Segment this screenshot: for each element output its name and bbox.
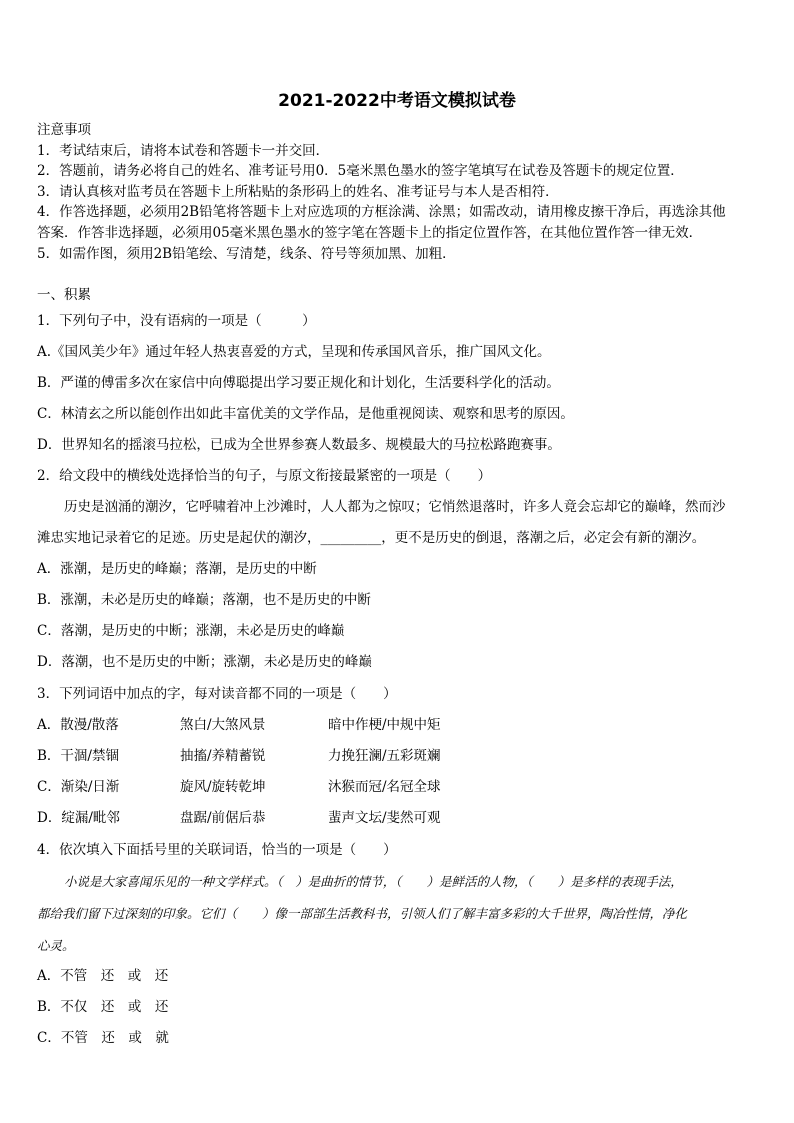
q3-c-col-3: 沐猴而冠/名冠全球 xyxy=(328,779,441,795)
q3-c-col-1: C．渐染/日渐 xyxy=(37,779,120,795)
notice-item-5: 5．如需作图，须用2B铅笔绘、写清楚，线条、符号等须加黑、加粗． xyxy=(37,246,456,262)
q3-a-col-3: 暗中作梗/中规中矩 xyxy=(328,717,441,733)
notice-heading: 注意事项 xyxy=(37,122,91,138)
section-heading: 一、积累 xyxy=(37,287,91,303)
q3-a-col-2: 煞白/大煞风景 xyxy=(180,717,266,733)
notice-item-1: 1．考试结束后，请将本试卷和答题卡一并交回． xyxy=(37,143,330,159)
notice-item-4: 4．作答选择题，必须用2B铅笔将答题卡上对应选项的方框涂满、涂黑；如需改动，请用橡皮擦干净后，再选涂其他 xyxy=(37,204,726,220)
q4-option-a: A．不管 还 或 还 xyxy=(37,968,169,984)
q2-passage-line-2: 滩忠实地记录着它的足迹。历史是起伏的潮汐，_________，更不是历史的倒退，落潮之后，必定会有新的潮汐。 xyxy=(37,530,706,546)
notice-item-3: 3．请认真核对监考员在答题卡上所粘贴的条形码上的姓名、准考证号与本人是否相符． xyxy=(37,184,559,200)
q4-passage-line-2: 都给我们留下过深刻的印象。它们（ ）像一部部生活教科书，引领人们了解丰富多彩的大千世界，陶冶性情，净化 xyxy=(37,906,688,921)
q1-option-c: C．林清玄之所以能创作出如此丰富优美的文学作品，是他重视阅读、观察和思考的原因。 xyxy=(37,406,574,422)
q4-option-b: B．不仅 还 或 还 xyxy=(37,999,169,1015)
q2-option-b: B．涨潮，未必是历史的峰巅；落潮，也不是历史的中断 xyxy=(37,592,371,608)
q3-c-col-2: 旋风/旋转乾坤 xyxy=(180,779,266,795)
q3-a-col-1: A．散漫/散落 xyxy=(37,717,119,733)
page-title: 2021-2022中考语文模拟试卷 xyxy=(278,91,516,111)
q1-option-a: A.《国风美少年》通过年轻人热衷喜爱的方式，呈现和传承国风音乐，推广国风文化。 xyxy=(37,344,551,360)
q3-b-col-1: B．干涸/禁锢 xyxy=(37,748,119,764)
q3-stem: 3．下列词语中加点的字，每对读音都不同的一项是（ ） xyxy=(37,686,397,702)
q4-stem: 4．依次填入下面括号里的关联词语，恰当的一项是（ ） xyxy=(37,842,397,858)
q3-d-col-2: 盘踞/前倨后恭 xyxy=(180,810,266,826)
q2-passage-line-1: 历史是汹涌的潮汐，它呼啸着冲上沙滩时，人人都为之惊叹；它悄然退落时，许多人竟会忘却它的巅峰，然而沙 xyxy=(64,499,726,515)
q3-b-col-3: 力挽狂澜/五彩斑斓 xyxy=(328,748,441,764)
notice-item-2: 2．答题前，请务必将自己的姓名、准考证号用0．5毫米黑色墨水的签字笔填写在试卷及答题卡的规定位置． xyxy=(37,163,684,179)
q2-stem: 2．给文段中的横线处选择恰当的句子，与原文衔接最紧密的一项是（ ） xyxy=(37,468,492,484)
q4-passage-line-1: 小说是大家喜闻乐见的一种文学样式。（ ）是曲折的情节，（ ）是鲜活的人物，（ ）是多样的表现手法， xyxy=(64,874,683,889)
q3-d-col-1: D．绽漏/毗邻 xyxy=(37,810,120,826)
q2-option-c: C．落潮，是历史的中断；涨潮，未必是历史的峰巅 xyxy=(37,623,345,639)
q4-option-c: C．不管 还 或 就 xyxy=(37,1030,169,1046)
q2-option-d: D．落潮，也不是历史的中断；涨潮，未必是历史的峰巅 xyxy=(37,654,372,670)
q1-option-d: D．世界知名的摇滚马拉松，已成为全世界参赛人数最多、规模最大的马拉松路跑赛事。 xyxy=(37,437,561,453)
q2-option-a: A．涨潮，是历史的峰巅；落潮，是历史的中断 xyxy=(37,561,317,577)
q1-stem: 1．下列句子中，没有语病的一项是（ ） xyxy=(37,313,316,329)
q4-passage-line-3: 心灵。 xyxy=(37,938,75,953)
q3-b-col-2: 抽搐/养精蓄锐 xyxy=(180,748,266,764)
notice-item-4-cont: 答案．作答非选择题，必须用05毫米黑色墨水的签字笔在答题卡上的指定位置作答，在其他位置作答一律无效． xyxy=(37,225,703,241)
q3-d-col-3: 蜚声文坛/斐然可观 xyxy=(328,810,441,826)
q1-option-b: B．严谨的傅雷多次在家信中向傅聪提出学习要正规化和计划化，生活要科学化的活动。 xyxy=(37,375,560,391)
